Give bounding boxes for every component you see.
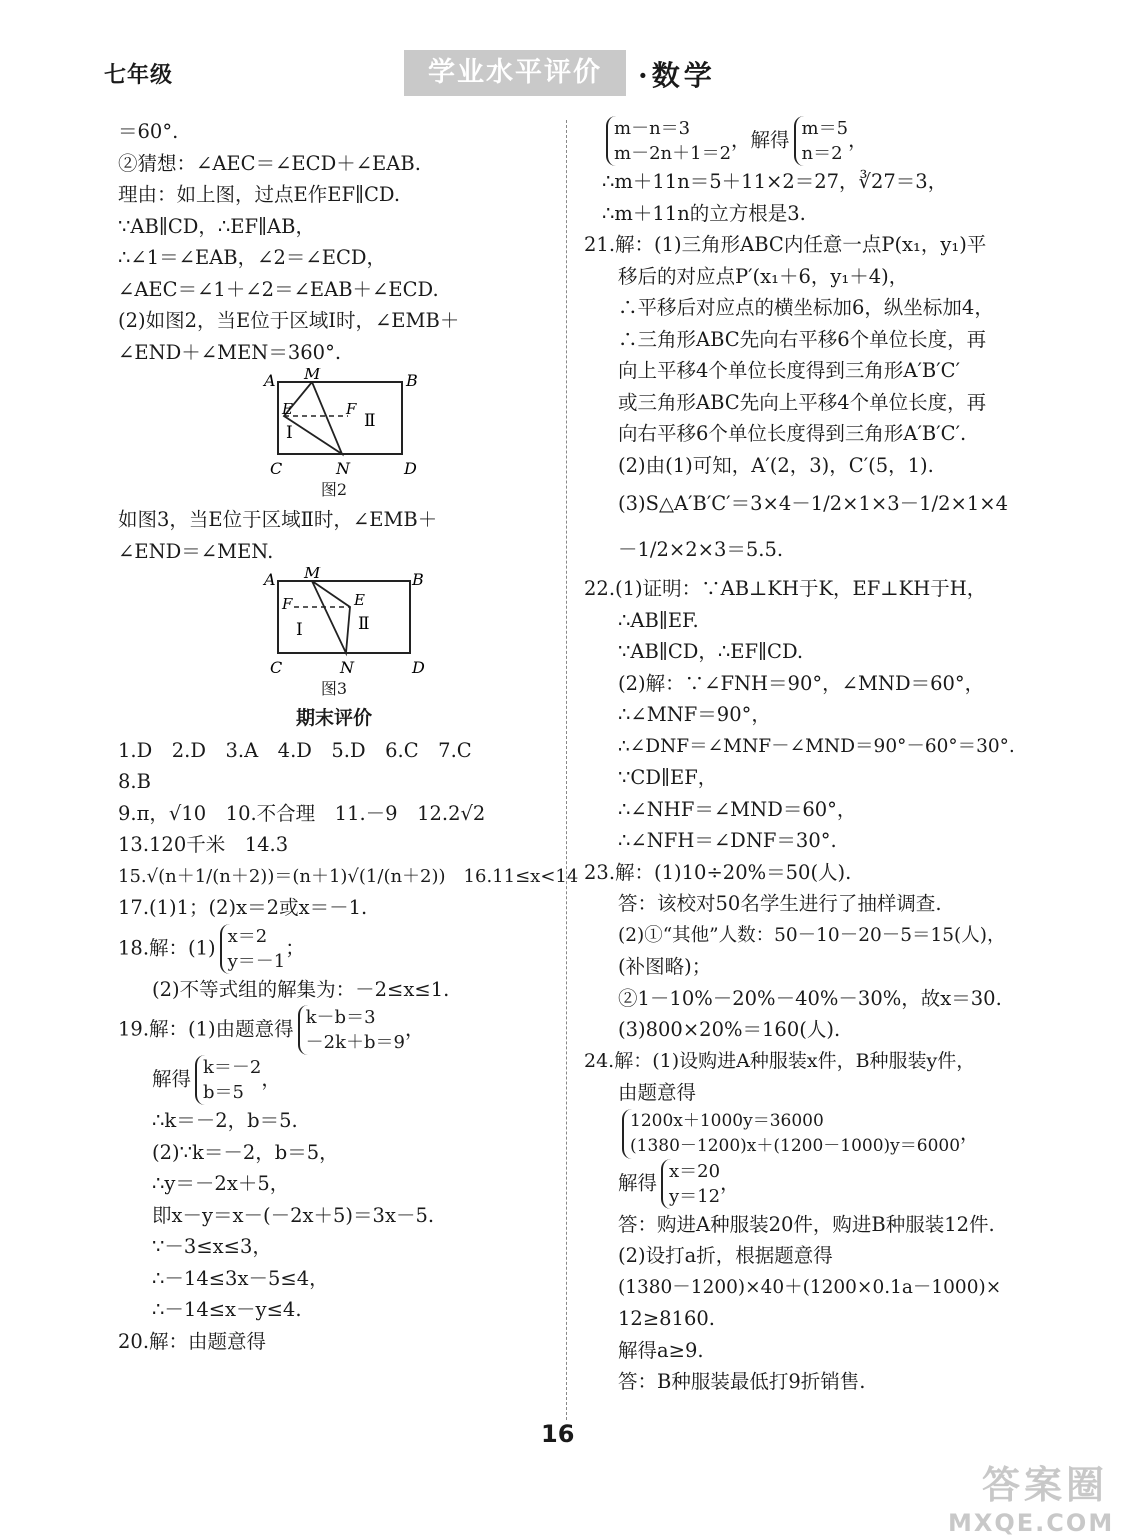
title-banner: 学业水平评价 [404, 50, 626, 96]
label-B: B [406, 371, 418, 390]
text-line: (2)由(1)可知，A′(2，3)，C′(5，1). [618, 453, 934, 477]
text-line: 向上平移4个单位长度得到三角形A′B′C′ [618, 359, 961, 382]
label-N: N [336, 459, 350, 478]
right-column [584, 116, 1036, 1398]
equation: m－2n＋1＝2 [614, 143, 732, 164]
equation-system [118, 924, 550, 974]
text-line: ∴y＝－2x＋5， [152, 1172, 290, 1195]
grade-label: 七年级 [104, 62, 174, 88]
text-span: 18.解：(1) [118, 936, 216, 959]
page-number: 16 [541, 1420, 575, 1448]
text-line: ∴m＋11n＝5＋11×2＝27，∛27＝3， [602, 170, 948, 193]
watermark-url: MXQE.COM [948, 1509, 1115, 1537]
text-line: ∴－14≤3x－5≤4， [152, 1266, 329, 1290]
region-I: Ⅰ [286, 423, 293, 443]
label-N: N [340, 658, 354, 677]
equation: y＝－1 [227, 950, 286, 972]
answer-line: 15.√(n＋1/(n＋2))＝(n＋1)√(1/(n＋2)) 16.11≤x<14 [118, 865, 579, 887]
label-D: D [412, 658, 425, 677]
left-column [118, 116, 579, 1357]
text-line: 20.解：由题意得 [118, 1329, 267, 1353]
text-line: ∠END＋∠MEN＝360°. [118, 340, 342, 364]
text-line: 解得a≥9. [618, 1338, 704, 1362]
text-span: ， [960, 1121, 980, 1144]
brace-system [195, 1055, 261, 1105]
equation: －2k＋b＝9 [305, 1032, 405, 1053]
text-line: (2)①“其他”人数：50－10－20－5＝15(人)， [618, 924, 1006, 946]
text-line: 22.(1)证明：∵AB⊥KH于K，EF⊥KH于H， [584, 577, 987, 600]
text-line: ②1－10%－20%－40%－30%，故x＝30. [618, 986, 1002, 1010]
equation: (1380－1200)x＋(1200－1000)y＝6000 [630, 1135, 961, 1156]
brace-system [606, 116, 731, 166]
equation: 1200x＋1000y＝36000 [630, 1110, 824, 1131]
text-line: ∴∠1＝∠EAB，∠2＝∠ECD， [118, 246, 387, 269]
text-line: ∴∠NHF＝∠MND＝60°， [618, 797, 857, 821]
equation: y＝12 [669, 1185, 721, 1207]
brace-system [220, 924, 286, 974]
text-line: ∠END＝∠MEN. [118, 539, 274, 563]
text-line: ∴∠DNF＝∠MNF－∠MND＝90°－60°＝30°. [618, 735, 1015, 757]
label-M: M [304, 368, 321, 383]
text-span: ，解得 [731, 128, 790, 152]
text-line: ②猜想：∠AEC＝∠ECD＋∠EAB. [118, 151, 421, 175]
label-A: A [264, 371, 276, 390]
text-line: ∴∠MNF＝90°， [618, 703, 771, 726]
equation-system [584, 1159, 1036, 1209]
equation: k－b＝3 [305, 1007, 376, 1028]
text-span: 解得 [152, 1067, 192, 1091]
text-line: ∵CD∥EF， [618, 766, 718, 789]
region-II: Ⅱ [364, 411, 376, 431]
brace-system [298, 1005, 405, 1055]
text-line: ∵AB∥CD，∴EF∥CD. [618, 640, 804, 663]
text-line: 或三角形ABC先向上平移4个单位长度，再 [618, 390, 987, 414]
equation-system [584, 116, 1036, 166]
text-line: 23.解：(1)10÷20%＝50(人). [584, 860, 852, 884]
label-A: A [264, 570, 276, 589]
figure-caption: 图3 [320, 679, 348, 698]
text-line: ∴AB∥EF. [618, 608, 699, 632]
equation-system [118, 1005, 550, 1055]
equation: n＝2 [801, 143, 843, 164]
label-E: E [354, 591, 365, 609]
answer-line: 13.120千米 14.3 [118, 833, 289, 856]
figure-caption: 图2 [320, 480, 348, 499]
figure-2 [118, 368, 550, 500]
text-line: 21.解：(1)三角形ABC内任意一点P(x₁，y₁)平 [584, 233, 987, 256]
text-line: (补图略)； [618, 955, 712, 978]
text-span: 19.解：(1)由题意得 [118, 1017, 294, 1041]
brace-system [794, 116, 849, 166]
text-line: －1/2×2×3＝5.5. [618, 538, 784, 561]
column-divider [566, 120, 567, 1420]
text-line: 答：购进A种服装20件，购进B种服装12件. [618, 1212, 995, 1236]
watermark-text: 答案圈 [981, 1463, 1108, 1507]
text-line: 如图3，当E位于区域Ⅱ时，∠EMB＋ [118, 508, 438, 531]
answer-line: 9.π，√10 10.不合理 11.－9 12.2√2 [118, 801, 486, 825]
text-line: 向右平移6个单位长度得到三角形A′B′C′. [618, 422, 967, 445]
text-line: (3)800×20%＝160(人). [618, 1018, 841, 1041]
text-line: ∠AEC＝∠1＋∠2＝∠EAB＋∠ECD. [118, 277, 439, 301]
label-C: C [270, 658, 283, 677]
text-span: ， [848, 128, 868, 152]
text-line: (2)设打a折，根据题意得 [618, 1244, 833, 1267]
text-line: 答：该校对50名学生进行了抽样调查. [618, 892, 942, 915]
watermark-logo [948, 1454, 1115, 1537]
brace-system [622, 1109, 960, 1159]
text-line: 24.解：(1)设购进A种服装x件，B种服装y件， [584, 1049, 976, 1072]
region-II: Ⅱ [358, 614, 370, 634]
equation: x＝20 [669, 1160, 721, 1182]
text-line: 由题意得 [618, 1081, 697, 1104]
label-F: F [346, 400, 357, 418]
equation: m＝5 [801, 118, 849, 139]
figure-3 [118, 567, 550, 699]
answer-line: 17.(1)1；(2)x＝2或x＝－1. [118, 896, 368, 919]
brace-system [661, 1159, 720, 1209]
text-line: ∴平移后对应点的横坐标加6，纵坐标加4， [618, 296, 994, 319]
label-C: C [270, 459, 283, 478]
answer-line: 8.B [118, 770, 151, 793]
text-line: ∴∠NFH＝∠DNF＝30°. [618, 829, 837, 852]
text-line: (2)如图2，当E位于区域Ⅰ时，∠EMB＋ [118, 309, 460, 332]
text-span: ， [404, 1017, 425, 1041]
text-line: 12≥8160. [618, 1307, 715, 1330]
text-line: ∴－14≤x－y≤4. [152, 1298, 302, 1321]
text-line: ∴三角形ABC先向右平移6个单位长度，再 [618, 327, 987, 351]
text-span: ； [285, 936, 305, 959]
text-span: 解得 [618, 1171, 658, 1194]
text-line: ∵－3≤x≤3， [152, 1235, 272, 1258]
equation: x＝2 [227, 925, 268, 947]
label-D: D [404, 459, 417, 478]
text-line: (2)解：∵∠FNH＝90°，∠MND＝60°， [618, 671, 985, 695]
text-span: ， [261, 1067, 281, 1091]
label-E: E [282, 400, 293, 418]
text-line: 答：B种服装最低打9折销售. [618, 1370, 866, 1393]
equation: b＝5 [203, 1082, 244, 1103]
equation: k＝－2 [203, 1057, 262, 1078]
text-line: ∴m＋11n的立方根是3. [602, 201, 806, 225]
text-span: ， [720, 1171, 740, 1194]
text-line: ＝60°. [118, 120, 179, 143]
equation: m－n＝3 [614, 118, 691, 139]
label-B: B [412, 570, 424, 589]
text-line: 移后的对应点P′(x₁＋6，y₁＋4)， [618, 264, 909, 288]
text-line: ∴k＝－2，b＝5. [152, 1109, 298, 1132]
label-F: F [282, 595, 293, 613]
text-line: (1380－1200)×40＋(1200×0.1a－1000)× [618, 1276, 1002, 1298]
text-line: (2)∵k＝－2，b＝5， [152, 1140, 339, 1164]
text-line: 即x－y＝x－(－2x＋5)＝3x－5. [152, 1203, 435, 1227]
section-title: 期末评价 [295, 707, 372, 729]
text-line: ∵AB∥CD，∴EF∥AB， [118, 214, 315, 238]
region-I: Ⅰ [296, 620, 303, 640]
equation-system [584, 1109, 1036, 1159]
answer-line: 1.D 2.D 3.A 4.D 5.D 6.C 7.C [118, 738, 472, 762]
text-line: (3)S△A′B′C′＝3×4－1/2×1×3－1/2×1×4 [618, 492, 1008, 515]
label-M: M [304, 567, 321, 582]
equation-system [118, 1055, 550, 1105]
subject-label: ·数学 [638, 59, 716, 92]
text-line: 理由：如上图，过点E作EF∥CD. [118, 183, 401, 206]
text-line: (2)不等式组的解集为：－2≤x≤1. [152, 977, 450, 1001]
